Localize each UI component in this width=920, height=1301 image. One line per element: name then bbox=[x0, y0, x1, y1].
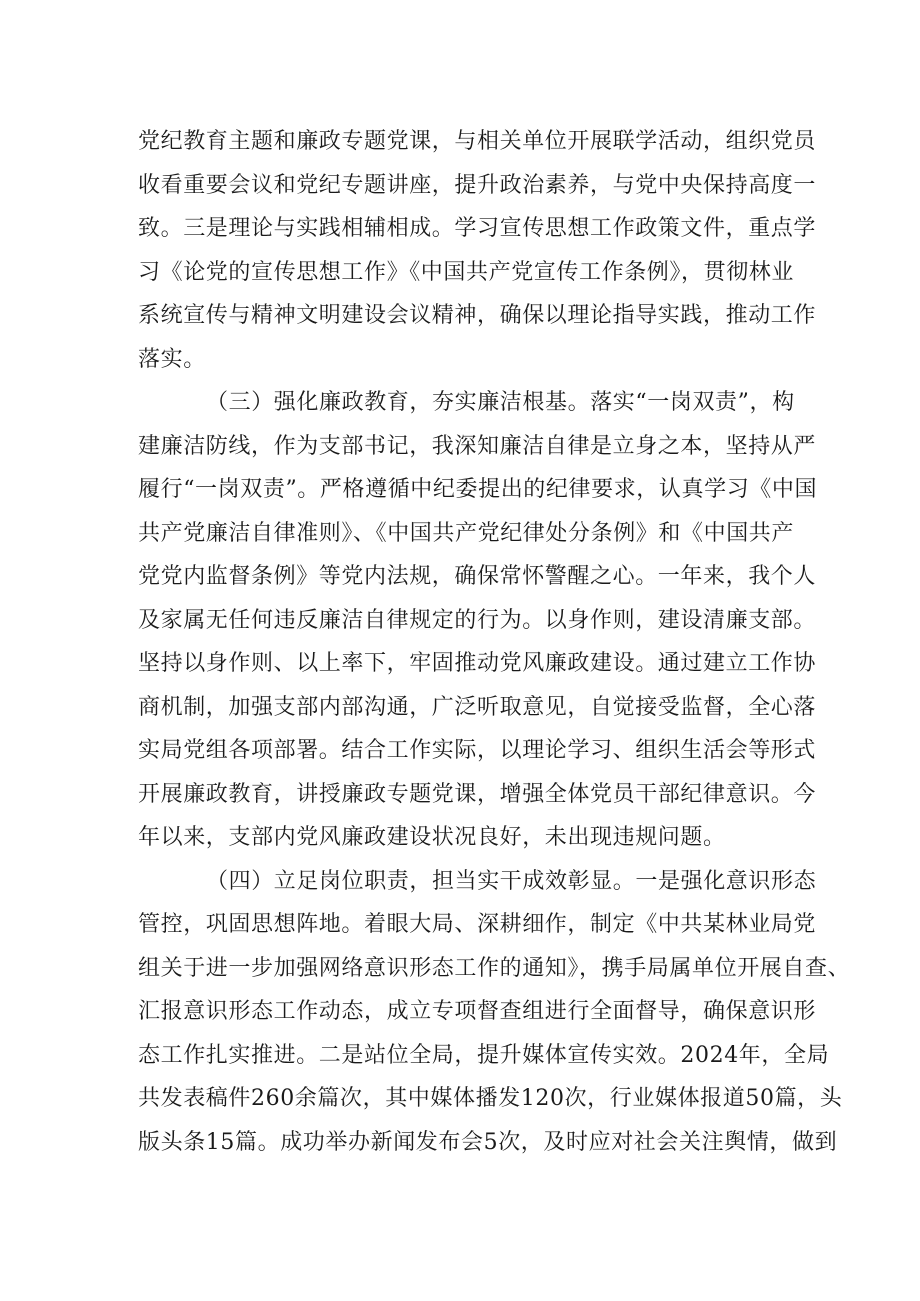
text-line: 收看重要会议和党纪专题讲座，提升政治素养，与党中央保持高度一 bbox=[138, 172, 817, 198]
text-line: 开展廉政教育，讲授廉政专题党课，增强全体党员干部纪律意识。今 bbox=[138, 781, 817, 807]
text-line: 组关于进一步加强网络意识形态工作的通知》，携手局属单位开展自查、 bbox=[138, 955, 851, 981]
text-line: 态工作扎实推进。二是站位全局，提升媒体宣传实效。2024年，全局 bbox=[138, 1042, 830, 1068]
text-line: 实局党组各项部署。结合工作实际，以理论学习、组织生活会等形式 bbox=[138, 738, 817, 763]
text-line: 致。三是理论与实践相辅相成。学习宣传思想工作政策文件，重点学 bbox=[138, 216, 817, 241]
text-line: 商机制，加强支部内部沟通，广泛听取意见，自觉接受监督，全心落 bbox=[138, 694, 817, 720]
text-line: 汇报意识形态工作动态，成立专项督查组进行全面督导，确保意识形 bbox=[138, 999, 817, 1024]
text-line: 年以来，支部内党风廉政建设状况良好，未出现违规问题。 bbox=[138, 825, 726, 850]
section-heading-line: （三）强化廉政教育，夯实廉洁根基。落实“一岗双责”，构 bbox=[206, 390, 795, 415]
section-heading-line: （四）立足岗位职责，担当实干成效彰显。一是强化意识形态 bbox=[206, 868, 817, 894]
text-line: 习《论党的宣传思想工作》《中国共产党宣传工作条例》，贯彻林业 bbox=[138, 259, 795, 285]
text-line: 落实。 bbox=[138, 346, 206, 372]
text-line: 坚持以身作则、以上率下，牢固推动党风廉政建设。通过建立工作协 bbox=[138, 651, 817, 676]
text-line: 及家属无任何违反廉洁自律规定的行为。以身作则，建设清廉支部。 bbox=[138, 607, 817, 633]
text-line: 党党内监督条例》等党内法规，确保常怀警醒之心。一年来，我个人 bbox=[138, 564, 817, 589]
text-line: 履行“一岗双责”。严格遵循中纪委提出的纪律要求，认真学习《中国 bbox=[138, 477, 818, 502]
text-line: 建廉洁防线，作为支部书记，我深知廉洁自律是立身之本，坚持从严 bbox=[138, 433, 817, 459]
document-body bbox=[138, 120, 851, 1164]
text-line: 党纪教育主题和廉政专题党课，与相关单位开展联学活动，组织党员 bbox=[138, 129, 817, 154]
text-line: 共产党廉洁自律准则》、《中国共产党纪律处分条例》和《中国共产 bbox=[138, 520, 795, 546]
text-line: 系统宣传与精神文明建设会议精神，确保以理论指导实践，推动工作 bbox=[138, 303, 817, 328]
text-line: 版头条15篇。成功举办新闻发布会5次，及时应对社会关注舆情，做到 bbox=[138, 1129, 838, 1155]
text-line: 管控，巩固思想阵地。着眼大局、深耕细作，制定《中共某林业局党 bbox=[138, 912, 817, 937]
text-line: 共发表稿件260余篇次，其中媒体播发120次，行业媒体报道50篇，头 bbox=[138, 1086, 843, 1111]
